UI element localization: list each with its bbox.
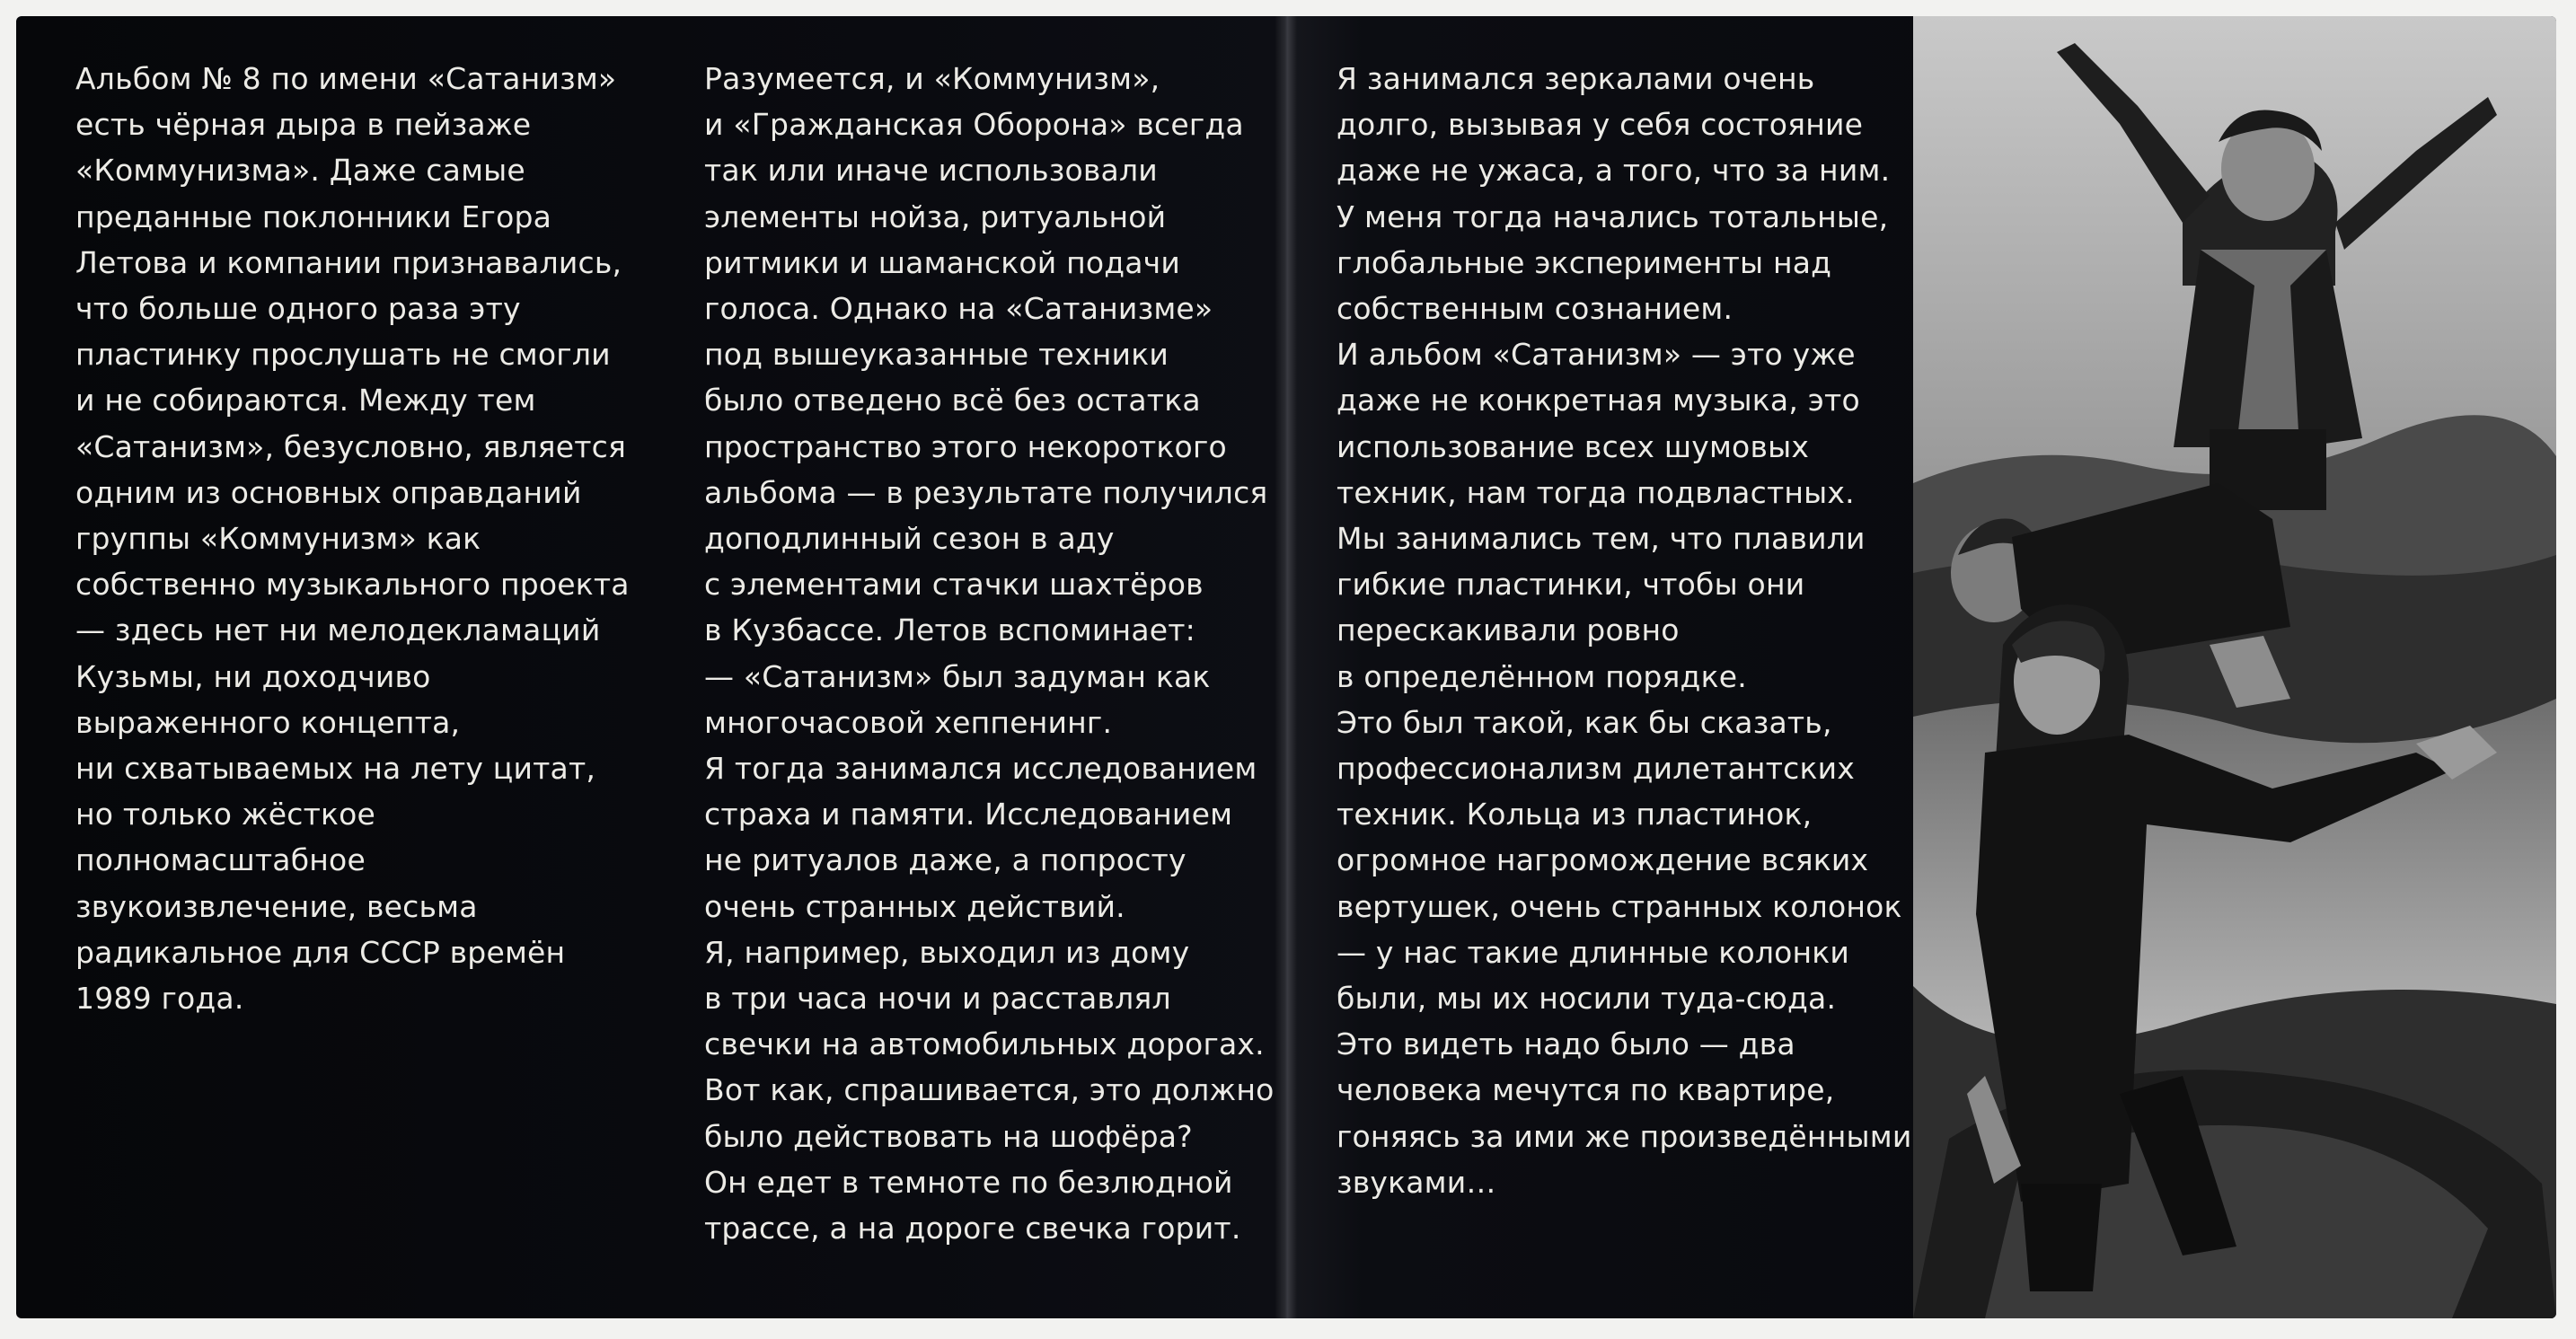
text-line: радикальное для СССР времён (75, 934, 566, 970)
text-line: Я тогда занимался исследованием (704, 751, 1257, 787)
text-line: — «Сатанизм» был задуман как (704, 658, 1211, 694)
text-line: что больше одного раза эту (75, 291, 521, 327)
text-line: Альбом № 8 по имени «Сатанизм» (75, 61, 617, 96)
text-line: Он едет в темноте по безлюдной (704, 1164, 1233, 1200)
band-photo-icon (1913, 16, 2556, 1318)
text-line: группы «Коммунизм» как (75, 521, 481, 557)
text-line: 1989 года. (75, 981, 244, 1017)
text-line: были, мы их носили туда-сюда. (1337, 981, 1837, 1017)
text-column-left (75, 56, 630, 1021)
text-line: было отведено всё без остатка (704, 383, 1201, 418)
text-line: даже не конкретная музыка, это (1337, 383, 1860, 418)
text-line: даже не ужаса, а того, что за ним. (1337, 153, 1891, 189)
text-line: Это видеть надо было — два (1337, 1026, 1795, 1062)
text-line: преданные поклонники Егора (75, 198, 552, 234)
text-line: в Кузбассе. Летов вспоминает: (704, 612, 1195, 648)
text-line: Это был такой, как бы сказать, (1337, 704, 1832, 740)
text-line: пластинку прослушать не смогли (75, 337, 611, 373)
text-line: в определённом порядке. (1337, 658, 1747, 694)
text-line: Летова и компании признавались, (75, 244, 622, 280)
text-line: техник, нам тогда подвластных. (1337, 474, 1855, 510)
text-line: ни схватываемых на лету цитат, (75, 751, 596, 787)
text-line: — у нас такие длинные колонки (1337, 934, 1850, 970)
text-line: использование всех шумовых (1337, 428, 1810, 464)
text-line: свечки на автомобильных дорогах. (704, 1026, 1265, 1062)
text-line: Кузьмы, ни доходчиво (75, 658, 431, 694)
text-line: перескакивали ровно (1337, 612, 1680, 648)
spine-gutter (1275, 16, 1297, 1318)
text-line: Вот как, спрашивается, это должно (704, 1072, 1275, 1108)
text-line: собственно музыкального проекта (75, 567, 630, 603)
text-line: под вышеуказанные техники (704, 337, 1169, 373)
text-line: и «Гражданская Оборона» всегда (704, 107, 1244, 143)
text-column-right (1337, 56, 1911, 1205)
text-line: в три часа ночи и расставлял (704, 981, 1171, 1017)
text-line: звукоизвлечение, весьма (75, 888, 478, 924)
text-line: есть чёрная дыра в пейзаже (75, 107, 532, 143)
text-line: Мы занимались тем, что плавили (1337, 521, 1866, 557)
text-line: Разумеется, и «Коммунизм», (704, 61, 1160, 96)
text-line: одним из основных оправданий (75, 474, 582, 510)
text-line: очень странных действий. (704, 888, 1125, 924)
text-line: элементы нойза, ритуальной (704, 198, 1167, 234)
text-line: многочасовой хеппенинг. (704, 704, 1113, 740)
text-line: глобальные эксперименты над (1337, 244, 1832, 280)
text-line: И альбом «Сатанизм» — это уже (1337, 337, 1856, 373)
text-line: Я, например, выходил из дому (704, 934, 1190, 970)
text-line: гибкие пластинки, чтобы они (1337, 567, 1805, 603)
text-line: выраженного концепта, (75, 704, 461, 740)
text-line: собственным сознанием. (1337, 291, 1734, 327)
text-column-middle (704, 56, 1275, 1251)
text-line: «Коммунизма». Даже самые (75, 153, 525, 189)
text-line: но только жёсткое (75, 797, 376, 832)
text-line: ритмики и шаманской подачи (704, 244, 1181, 280)
text-line: и не собираются. Между тем (75, 383, 536, 418)
text-line: страха и памяти. Исследованием (704, 797, 1233, 832)
text-line: так или иначе использовали (704, 153, 1158, 189)
text-line: с элементами стачки шахтёров (704, 567, 1204, 603)
text-line: У меня тогда начались тотальные, (1337, 198, 1889, 234)
text-line: доподлинный сезон в аду (704, 521, 1115, 557)
text-line: профессионализм дилетантских (1337, 751, 1855, 787)
text-line: голоса. Однако на «Сатанизме» (704, 291, 1213, 327)
text-line: звуками… (1337, 1164, 1496, 1200)
text-line: техник. Кольца из пластинок, (1337, 797, 1813, 832)
text-line: полномасштабное (75, 842, 366, 878)
text-line: Я занимался зеркалами очень (1337, 61, 1815, 96)
text-line: «Сатанизм», безусловно, является (75, 428, 627, 464)
text-line: — здесь нет ни мелодекламаций (75, 612, 601, 648)
text-line: пространство этого некороткого (704, 428, 1227, 464)
text-line: долго, вызывая у себя состояние (1337, 107, 1864, 143)
text-line: огромное нагромождение всяких (1337, 842, 1869, 878)
text-line: альбома — в результате получился (704, 474, 1268, 510)
text-line: трассе, а на дороге свечка горит. (704, 1211, 1241, 1247)
text-line: было действовать на шофёра? (704, 1118, 1193, 1154)
text-line: гоняясь за ими же произведёнными (1337, 1118, 1912, 1154)
text-line: человека мечутся по квартире, (1337, 1072, 1835, 1108)
text-line: вертушек, очень странных колонок (1337, 888, 1902, 924)
text-line: не ритуалов даже, а попросту (704, 842, 1187, 878)
